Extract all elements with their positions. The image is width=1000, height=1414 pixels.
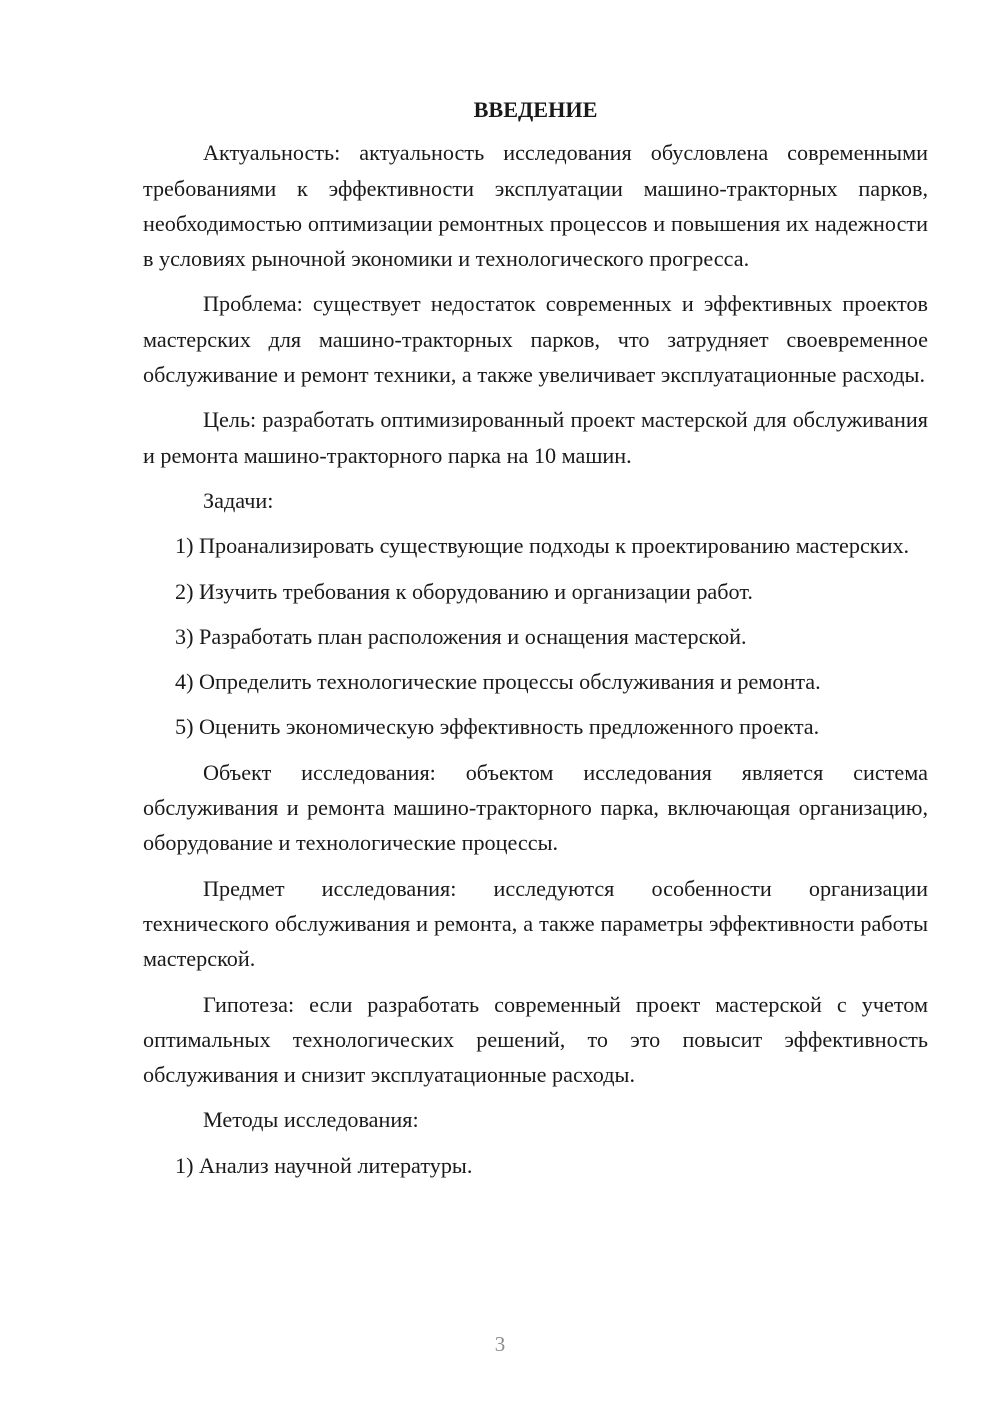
paragraph-tasks-heading: Задачи: [203,487,274,513]
paragraph-relevance: Актуальность: актуальность исследования обусловлена современными требованиями к эффективности эксплуатации машино-тракторных парков, необходимостью оптимизации ремонтных процессов и повышения их надежности в условиях рыночной экономики и технологического прогресса. [143,140,928,272]
section-heading: ВВЕДЕНИЕ [473,97,598,122]
paragraph-methods-heading: Методы исследования: [203,1107,419,1133]
task-item-1: 1) Проанализировать существующие подходы к проектированию мастерских. [175,533,910,559]
paragraph-subject: Предмет исследования: исследуются особенности организации технического обслуживания и ремонта, а также параметры эффективности работы мастерской. [143,875,928,972]
task-item-4: 4) Определить технологические процессы обслуживания и ремонта. [175,669,821,695]
paragraph-hypothesis: Гипотеза: если разработать современный проект мастерской с учетом оптимальных технологических решений, то это повысит эффективность обслуживания и снизит эксплуатационные расходы. [143,991,928,1088]
method-item-1: 1) Анализ научной литературы. [175,1152,473,1178]
document-page [143,92,928,1193]
paragraph-problem: Проблема: существует недостаток современных и эффективных проектов мастерских для машино-тракторных парков, что затрудняет своевременное обслуживание и ремонт техники, а также увеличивает эксплуатационные расходы. [143,291,928,388]
task-item-5: 5) Оценить экономическую эффективность предложенного проекта. [175,714,820,740]
page-number: 3 [494,1332,506,1356]
paragraph-object: Объект исследования: объектом исследования является система обслуживания и ремонта машино-тракторного парка, включающая организацию, оборудование и технологические процессы. [143,759,928,856]
task-item-3: 3) Разработать план расположения и оснащения мастерской. [175,623,747,649]
paragraph-goal: Цель: разработать оптимизированный проект мастерской для обслуживания и ремонта машино-тракторного парка на 10 машин. [143,407,928,468]
task-item-2: 2) Изучить требования к оборудованию и организации работ. [175,578,753,604]
